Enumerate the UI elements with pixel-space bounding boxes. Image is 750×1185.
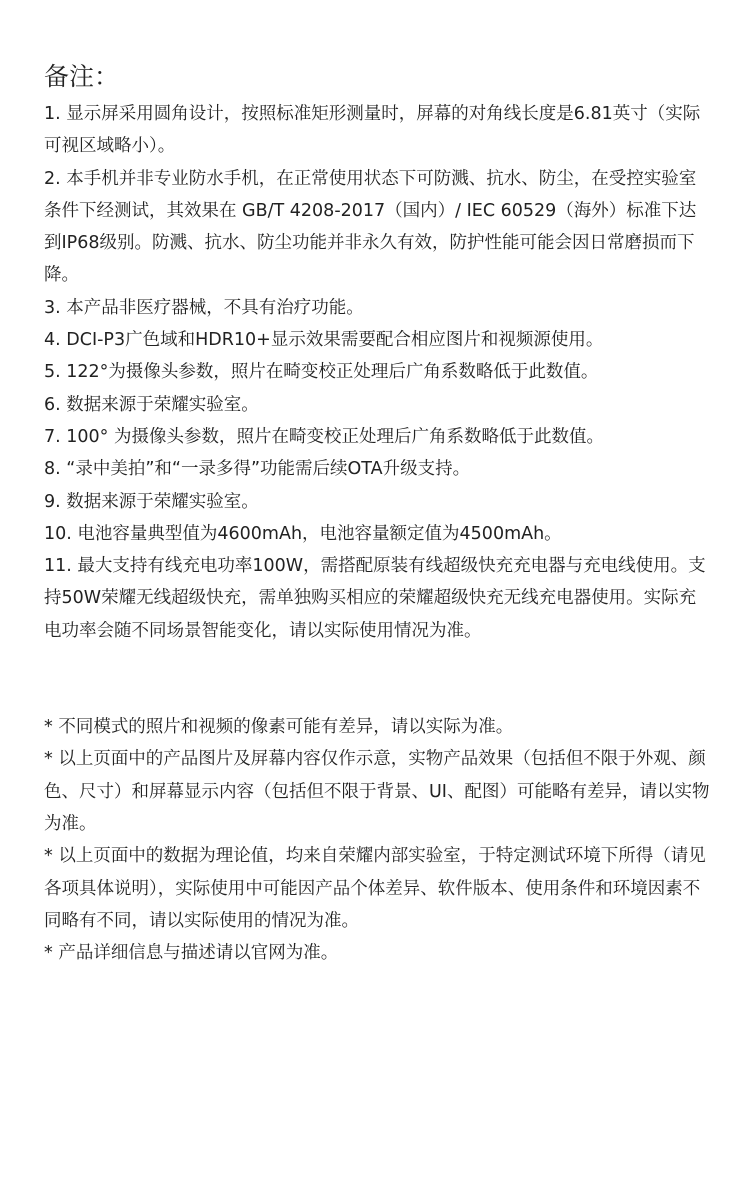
disclaimer-item-3: * 以上页面中的数据为理论值，均来自荣耀内部实验室，于特定测试环境下所得（请见各项具体说明），实际使用中可能因产品个体差异、软件版本、使用条件和环境因素不同略有不同，请以实际使用的情况为准。 [44, 846, 706, 931]
note-item-3: 3. 本产品非医疗器械，不具有治疗功能。 [44, 297, 364, 318]
note-item-4: 4. DCI-P3广色域和HDR10+显示效果需要配合相应图片和视频源使用。 [44, 330, 604, 351]
section-spacer [44, 647, 710, 711]
note-item-11: 11. 最大支持有线充电功率100W，需搭配原装有线超级快充充电器与充电线使用。支持50W荣耀无线超级快充，需单独购买相应的荣耀超级快充无线充电器使用。实际充电功率会随不同场景智能变化，请以实际使用情况为准。 [44, 556, 706, 641]
note-item-5: 5. 122°为摄像头参数，照片在畸变校正处理后广角系数略低于此数值。 [44, 362, 599, 383]
note-item-6: 6. 数据来源于荣耀实验室。 [44, 394, 259, 415]
note-item-10: 10. 电池容量典型值为4600mAh，电池容量额定值为4500mAh。 [44, 523, 562, 544]
notes-page [44, 58, 710, 969]
note-item-8: 8. “录中美拍”和“一录多得”功能需后续OTA升级支持。 [44, 459, 471, 480]
disclaimer-item-2: * 以上页面中的产品图片及屏幕内容仅作示意，实物产品效果（包括但不限于外观、颜色、尺寸）和屏幕显示内容（包括但不限于背景、UI、配图）可能略有差异，请以实物为准。 [44, 749, 710, 834]
note-item-7: 7. 100° 为摄像头参数，照片在畸变校正处理后广角系数略低于此数值。 [44, 426, 604, 447]
disclaimer-item-4: * 产品详细信息与描述请以官网为准。 [44, 943, 339, 964]
note-item-9: 9. 数据来源于荣耀实验室。 [44, 491, 259, 512]
note-item-1: 1. 显示屏采用圆角设计，按照标准矩形测量时，屏幕的对角线长度是6.81英寸（实际可视区域略小）。 [44, 104, 701, 157]
disclaimer-item-1: * 不同模式的照片和视频的像素可能有差异，请以实际为准。 [44, 717, 514, 738]
note-item-2: 2. 本手机并非专业防水手机，在正常使用状态下可防溅、抗水、防尘，在受控实验室条件下经测试，其效果在 GB/T 4208-2017（国内）/ IEC 60529（海外）标准下达到IP68级别。防溅、抗水、防尘功能并非永久有效，防护性能可能会因日常磨损而下降。 [44, 168, 697, 286]
notes-title: 备注： [44, 62, 120, 91]
